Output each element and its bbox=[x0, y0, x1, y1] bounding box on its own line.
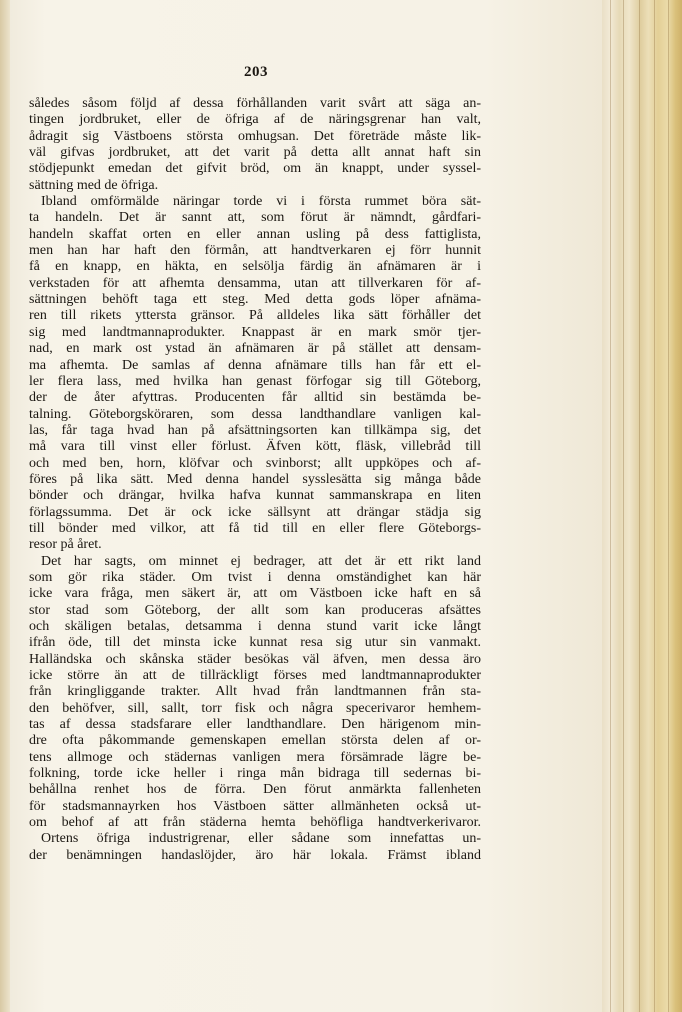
text-line: dre ofta påkommande gemenskapen emellan största delen af or- bbox=[29, 733, 481, 749]
text-line: Ibland omförmälde näringar torde vi i första rummet böra sät- bbox=[41, 194, 481, 210]
text-line: för stadsmannayrken hos Västboen sätter allmänheten också ut- bbox=[29, 798, 481, 814]
text-line: stor stad som Göteborg, der allt som kan produceras afsättes bbox=[29, 602, 481, 618]
text-line: må vara till vinst eller förlust. Äfven kött, fläsk, villebråd till bbox=[29, 439, 481, 455]
text-line: icke större än att de tillräckligt förses med landtmannaprodukter bbox=[29, 668, 481, 684]
text-line: föres på lika sätt. Med denna handel sysslesätta sig många både bbox=[29, 471, 481, 487]
text-line: tens allmoge och städernas vanligen mera försämrade lägre be- bbox=[29, 749, 481, 765]
text-line: den behöfver, sill, sallt, torr fisk och några specerivaror hemhem- bbox=[29, 700, 481, 716]
book-page bbox=[10, 0, 602, 1012]
body-text bbox=[29, 96, 481, 864]
text-line: bönder och drängar, hvilka hafva kunnat sammanskrapa en liten bbox=[29, 488, 481, 504]
text-line: Det har sagts, om minnet ej bedrager, att det är ett rikt land bbox=[41, 553, 481, 569]
text-line: ma afhemta. De samlas af denna afnämare tills han får ett el- bbox=[29, 357, 481, 373]
page-number: 203 bbox=[244, 64, 268, 80]
text-line: sig med landtmannaprodukter. Knappast är en mark smör tjer- bbox=[29, 324, 481, 340]
text-line: handeln skaffat orten en eller annan usling på dess fattiglista, bbox=[29, 226, 481, 242]
text-line: resor på året. bbox=[29, 537, 102, 553]
text-line: ren till rikets yttersta gränsor. På alldeles lika sätt förhåller det bbox=[29, 308, 481, 324]
text-line: Halländska och skånska städer besökas väl äfven, men dessa äro bbox=[29, 651, 481, 667]
text-line: få en knapp, en häkta, en selsölja färdig än afnämaren är i bbox=[29, 259, 481, 275]
text-line: men han har haft den förmån, att handtverkaren ej förr hunnit bbox=[29, 243, 481, 259]
text-line: tingen jordbruket, eller de öfriga af de näringsgrenar han valt, bbox=[29, 112, 481, 128]
text-line: der benämningen handaslöjder, äro här lokala. Främst ibland bbox=[29, 847, 481, 863]
text-line: således såsom följd af dessa förhållanden varit svårt att säga an- bbox=[29, 96, 481, 111]
text-line: verkstaden för att afhemta densamma, utan att tillverkaren för af- bbox=[29, 275, 481, 291]
text-line: väl gifvas jordbruket, att det varit på detta allt annat haft sin bbox=[29, 145, 481, 161]
text-line: och med ben, horn, klöfvar och svinborst; allt uppköpes och af- bbox=[29, 455, 481, 471]
text-line: från kringliggande trakter. Allt hvad från landtmannen från sta- bbox=[29, 684, 481, 700]
text-line: las, får taga hvad han på afsättningsorten kan tillkämpa sig, det bbox=[29, 422, 481, 438]
text-line: nad, en mark ost ystad än afnämaren är på stället att densam- bbox=[29, 341, 481, 357]
text-line: icke vara fråga, men säkert är, att om Västboen icke haft en så bbox=[29, 586, 481, 602]
text-line: om behof af att från städerna hemta behöfliga handtverkerivaror. bbox=[29, 815, 481, 831]
text-line: folkning, torde icke heller i ringa mån bidraga till sedernas bi- bbox=[29, 766, 481, 782]
text-line: förlagssumma. Det är ock icke sällsynt att drängar städja sig bbox=[29, 504, 481, 520]
text-line: ta handeln. Det är sannt att, som förut är nämndt, gårdfari- bbox=[29, 210, 481, 226]
text-line: ifrån öde, till det minsta icke kunnat resa sig utur sin vanmakt. bbox=[29, 635, 481, 651]
text-line: ler flera lass, med hvilka han genast förfogar sig till Göteborg, bbox=[29, 373, 481, 389]
text-line: tas af dessa stadsfarare eller landthandlare. Den härigenom min- bbox=[29, 717, 481, 733]
page-left-edge bbox=[0, 0, 10, 1012]
text-line: som gör rika städer. Om tvist i denna omständighet kan här bbox=[29, 569, 481, 585]
text-line: Ortens öfriga industrigrenar, eller sådane som innefattas un- bbox=[41, 831, 481, 847]
text-line: till bönder med vilkor, att få tid till en eller flere Göteborgs- bbox=[29, 520, 481, 536]
text-line: stödjepunkt emedan det gifvit bröd, om än knappt, under syssel- bbox=[29, 161, 481, 177]
text-line: talning. Göteborgsköraren, som dessa landthandlare vanligen kal- bbox=[29, 406, 481, 422]
book-spine-edge bbox=[602, 0, 682, 1012]
text-line: ådragit sig Västboens största omhugsan. Det företräde måste lik- bbox=[29, 128, 481, 144]
text-line: behållna renhet hos de förra. Den förut anmärkta fallenheten bbox=[29, 782, 481, 798]
text-line: sättning med de öfriga. bbox=[29, 177, 159, 193]
text-line: der de åter afyttras. Producenten får alltid sin bestämda be- bbox=[29, 390, 481, 406]
text-line: och skäligen betalas, detsamma i denna stund varit icke långt bbox=[29, 619, 481, 634]
text-line: sättningen behöft taga ett steg. Med detta gods löper afnäma- bbox=[29, 292, 481, 308]
